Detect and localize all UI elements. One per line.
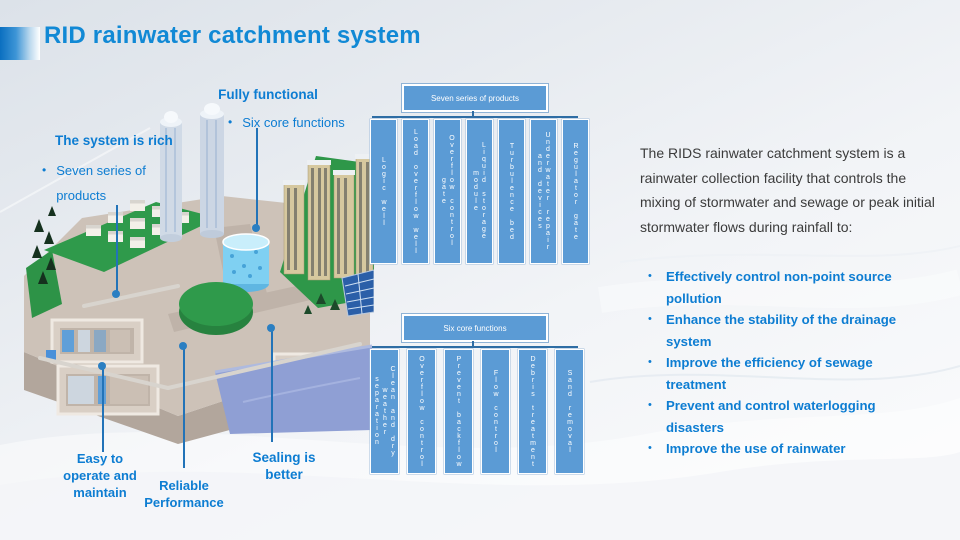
connector-dot-easy [98, 362, 106, 370]
benefit-item: • Effectively control non-point source pollution [640, 266, 952, 309]
connector-dot-reliable [179, 342, 187, 350]
product-column [562, 119, 589, 264]
callout-easy-operate: Easy to operate and maintain [63, 451, 137, 500]
products-diagram-header: Seven series of products [402, 84, 548, 112]
function-label: Prevent backflow [455, 355, 463, 468]
benefit-item: • Improve the use of rainwater [640, 438, 952, 460]
description-paragraph: The RIDS rainwater catchment system is a rainwater collection facility that controls the mixing of stormwater and sewage or peak initial stormwater flows during rainfall to: [640, 145, 935, 235]
function-label: Overflow control [418, 355, 426, 468]
functions-diagram-header: Six core functions [402, 314, 548, 342]
connector-dot-sealing [267, 324, 275, 332]
product-label: Liquid storage module [472, 142, 488, 241]
function-label: Clean and dry weather separation [373, 365, 397, 457]
callout-system-is-rich: The system is rich [55, 133, 173, 148]
function-label: Sand removal [566, 369, 574, 454]
functions-columns [370, 349, 584, 474]
product-label: Logic well [380, 156, 388, 227]
benefit-item: • Enhance the stability of the drainage system [640, 309, 952, 352]
connector-line-reliable [183, 348, 185, 468]
highrise-buildings [283, 154, 374, 280]
function-column [518, 349, 547, 474]
connector-line-products [116, 205, 118, 293]
benefit-item: • Prevent and control waterlogging disasters [640, 395, 952, 438]
callout-reliable-performance: Reliable Performance [144, 478, 224, 510]
callout-sealing-better: Sealing is better [252, 450, 316, 482]
connector-dot-six-core [252, 224, 260, 232]
water-tank [223, 234, 269, 292]
callout-six-core-functions: • Six core functions [228, 110, 378, 135]
functions-connector-bar [372, 346, 578, 348]
product-column [370, 119, 397, 264]
connector-line-easy [102, 368, 104, 452]
solar-panels [342, 270, 374, 316]
function-column [555, 349, 584, 474]
function-column [444, 349, 473, 474]
product-label: Regulator gate [572, 142, 580, 241]
function-column [481, 349, 510, 474]
title-accent-bar [0, 27, 40, 60]
product-column [530, 119, 557, 264]
product-label: Underwater repair and devices [536, 131, 552, 251]
facility-illustration [18, 100, 374, 445]
product-column [466, 119, 493, 264]
benefit-item: • Improve the efficiency of sewage treatment [640, 352, 952, 395]
product-label: Turbulence bed [508, 142, 516, 241]
products-connector-bar [372, 116, 578, 118]
product-column [498, 119, 525, 264]
callout-fully-functional: Fully functional [218, 87, 318, 102]
product-label: Load overflow well [412, 128, 420, 255]
products-columns [370, 119, 589, 264]
function-label: Flow control [492, 369, 500, 454]
function-column [370, 349, 399, 474]
connector-dot-products [112, 290, 120, 298]
function-column [407, 349, 436, 474]
callout-seven-series: • Seven series of products [42, 158, 180, 208]
function-label: Debris treatment [529, 355, 537, 468]
product-label: Overflow control gate [440, 135, 456, 248]
benefits-list [640, 266, 952, 460]
product-column [434, 119, 461, 264]
connector-line-six-core [256, 128, 258, 228]
product-column [402, 119, 429, 264]
connector-line-sealing [271, 330, 273, 442]
page-title: RID rainwater catchment system [44, 22, 421, 49]
